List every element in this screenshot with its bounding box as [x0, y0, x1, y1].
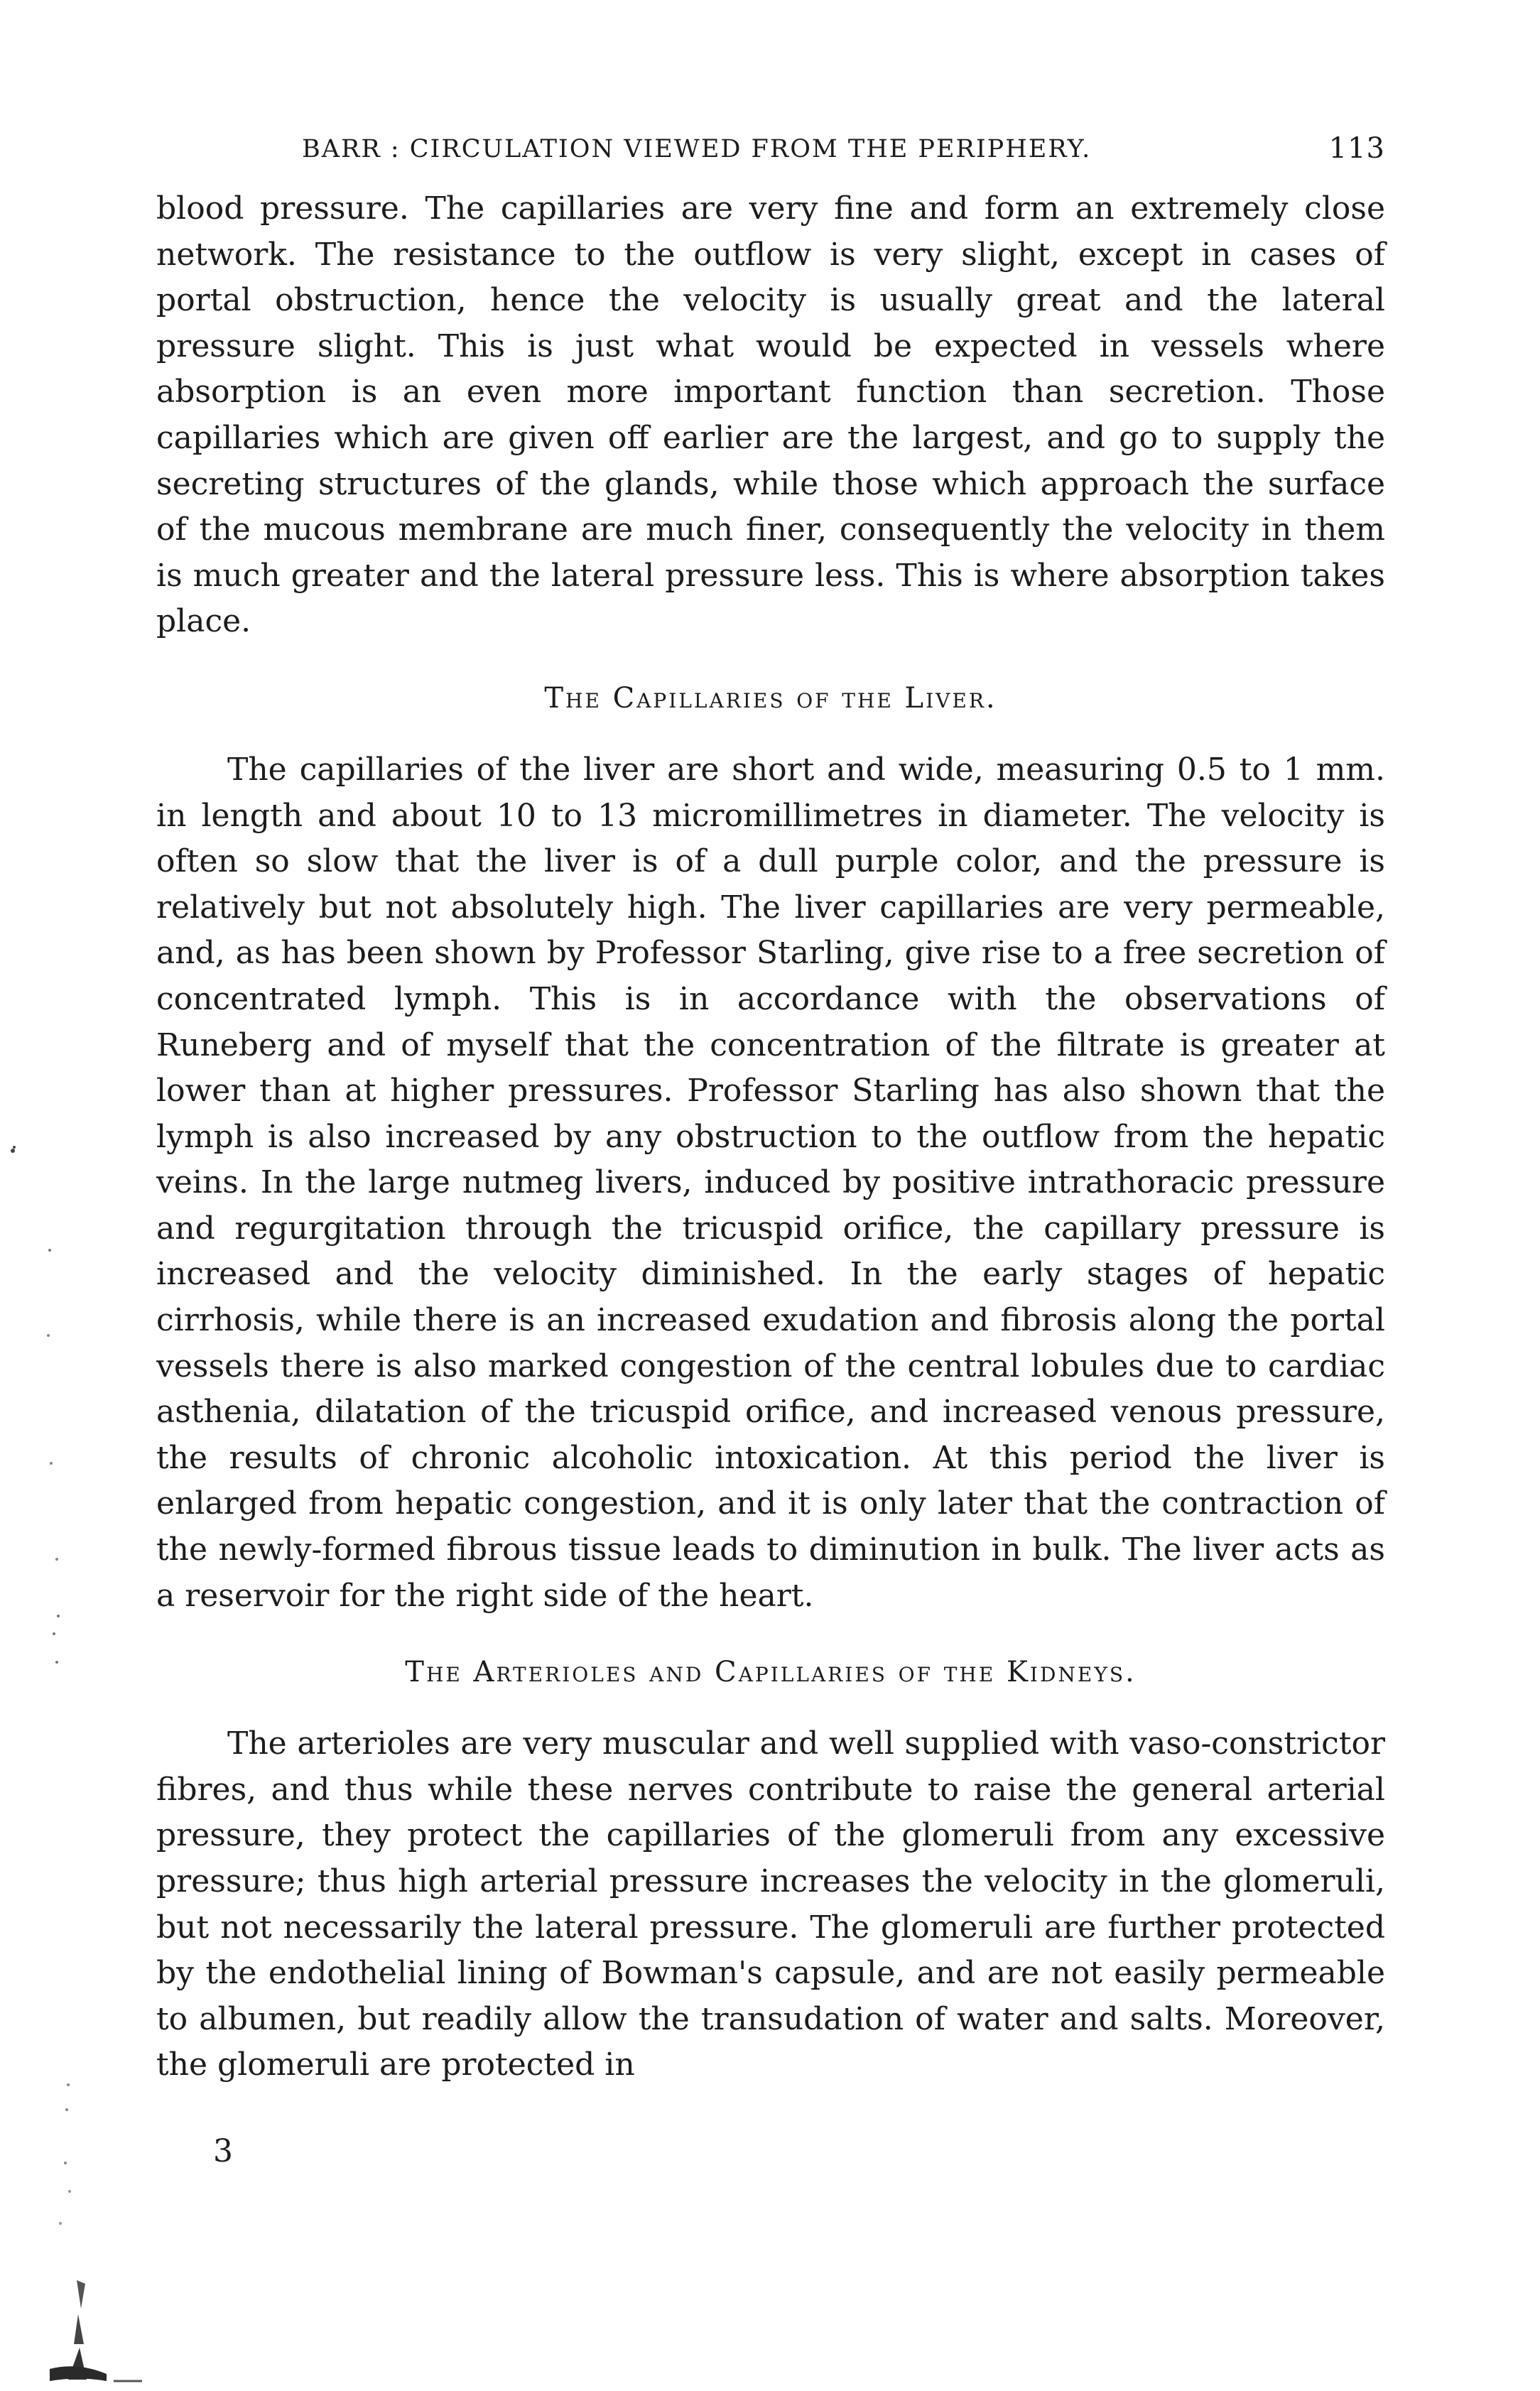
paragraph-intestinal-capillaries: blood pressure. The capillaries are very fine and form an extremely close network. The resistance to the outflow is very slight, except in cases of portal obstruction, hence the velocity is usually great and the lateral pressure slight. This is just what would be expected in vessels where absorption is an even more important function than secretion. Those capillaries which are given off earlier are the largest, and go to supply the secreting structures of the glands, while those which approach the surface of the mucous membrane are much finer, consequently the velocity in them is much greater and the lateral pressure less. This is where absorption takes place.	[156, 190, 1385, 640]
running-title: BARR : CIRCULATION VIEWED FROM THE PERIPHERY.	[302, 135, 1092, 163]
section-heading-liver: The Capillaries of the Liver.	[544, 681, 997, 715]
paragraph-liver-capillaries: The capillaries of the liver are short and wide, measuring 0.5 to 1 mm. in length and about 10 to 13 micromillimetres in diameter. The velocity is often so slow that the liver is of a dull purple color, and the pressure is relatively but not absolutely high. The liver capillaries are very permeable, and, as has been shown by Professor Starling, give rise to a free secretion of concentrated lymph. This is in accordance with the observations of Runeberg and of myself that the concentration of the filtrate is greater at lower than at higher pressures. Professor Starling has also shown that the lymph is also increased by any obstruction to the outflow from the hepatic veins. In the large nutmeg livers, induced by positive intrathoracic pressure and regurgitation through the tricuspid orifice, the capillary pressure is increased and the velocity diminished. In the early stages of hepatic cirrhosis, while there is an increased exudation and fibrosis along the portal vessels there is also marked congestion of the central lobules due to cardiac asthenia, dilatation of the tricuspid orifice, and increased venous pressure, the results of chronic alcoholic intoxication. At this period the liver is enlarged from hepatic congestion, and it is only later that the contraction of the newly-formed fibrous tissue leads to diminution in bulk. The liver acts as a reservoir for the right side of the heart.	[156, 751, 1385, 1614]
printer-signature-mark: 3	[213, 2133, 233, 2169]
book-page	[156, 128, 1385, 2088]
page-number: 113	[1328, 132, 1385, 165]
paragraph-kidney-arterioles: The arterioles are very muscular and well supplied with vaso-constrictor fibres, and thus while these nerves contribute to raise the general arterial pressure, they protect the capillaries of the glomeruli from any excessive pressure; thus high arterial pressure increases the velocity in the glomeruli, but not necessarily the lateral pressure. The glomeruli are further protected by the endothelial lining of Bowman's capsule, and are not easily permeable to albumen, but readily allow the transudation of water and salts. Moreover, the glomeruli are protected in	[156, 1725, 1385, 2083]
section-heading-kidneys: The Arterioles and Capillaries of the Kidneys.	[405, 1656, 1137, 1689]
scan-edge-marks	[0, 0, 142, 2391]
running-head	[156, 128, 1385, 178]
